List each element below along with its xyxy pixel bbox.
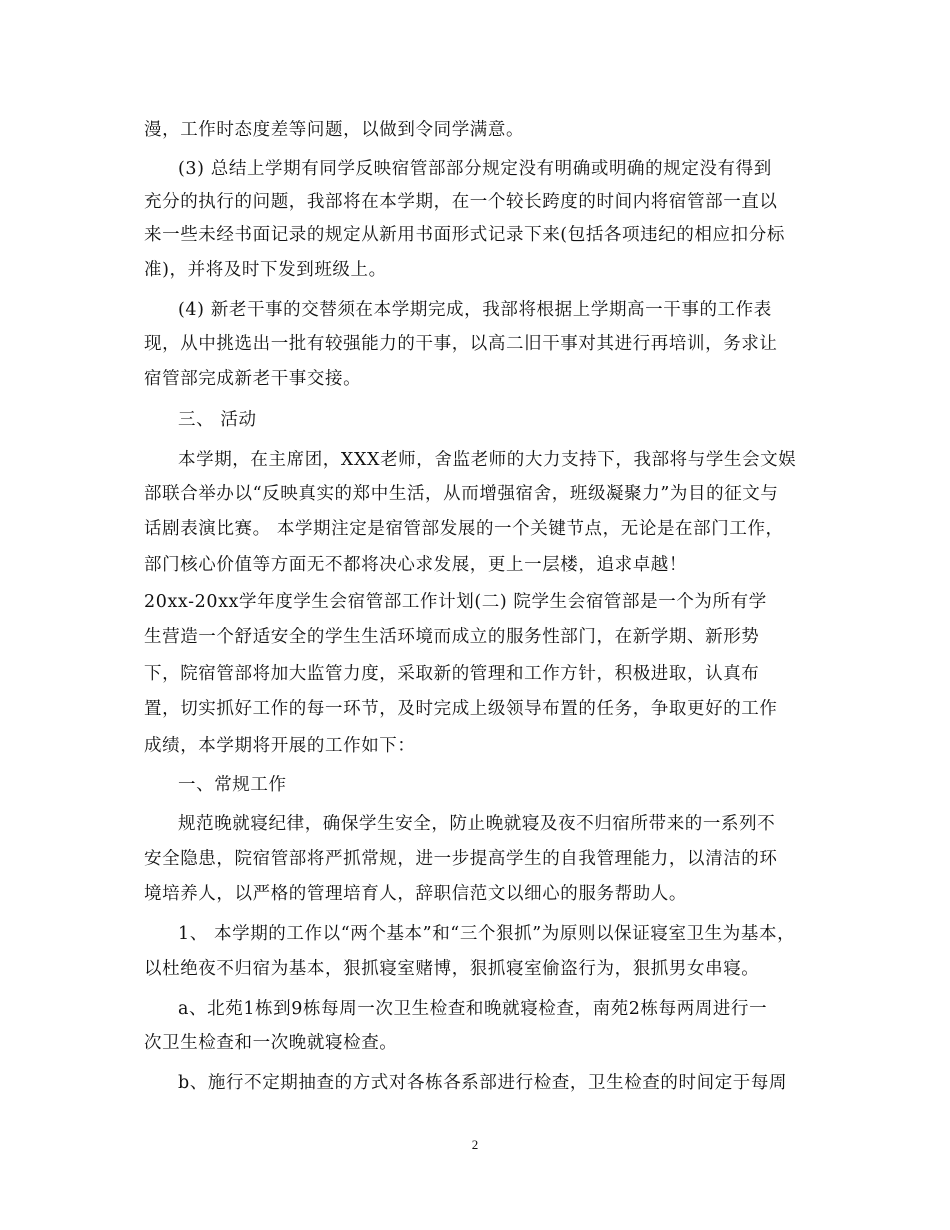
text-line: (4) 新老干事的交替须在本学期完成，我部将根据上学期高一干事的工作表	[178, 300, 772, 320]
text-line: 部联合举办以“反映真实的郑中生活，从而增强宿舍，班级凝聚力”为目的征文与	[144, 484, 779, 504]
page-number: 2	[471, 1137, 479, 1152]
text-line: 20xx-20xx学年度学生会宿管部工作计划(二) 院学生会宿管部是一个为所有学	[144, 592, 767, 612]
text-line: 准)，并将及时下发到班级上。	[144, 260, 387, 280]
text-line: 安全隐患，院宿管部将严抓常规，进一步提高学生的自我管理能力，以清洁的环	[144, 849, 778, 869]
section-heading: 一、常规工作	[178, 775, 287, 795]
text-line: 境培养人，以严格的管理培育人，辞职信范文以细心的服务帮助人。	[144, 884, 687, 904]
text-line: 漫，工作时态度差等问题，以做到令同学满意。	[144, 120, 525, 140]
text-line: 生营造一个舒适安全的学生生活环境而成立的服务性部门，在新学期、新形势	[144, 627, 760, 647]
text-line: 下，院宿管部将加大监管力度，采取新的管理和工作方针，积极进取，认真布	[144, 664, 760, 684]
text-line: 次卫生检查和一次晚就寝检查。	[144, 1033, 398, 1053]
text-line: 来一些未经书面记录的规定从新用书面形式记录下来(包括各项违纪的相应扣分标	[144, 225, 785, 245]
text-line: 规范晚就寝纪律，确保学生安全，防止晚就寝及夜不归宿所带来的一系列不	[178, 814, 776, 834]
text-line: 1、 本学期的工作以“两个基本”和“三个狠抓”为原则以保证寝室卫生为基本，	[178, 924, 796, 944]
text-line: (3) 总结上学期有同学反映宿管部部分规定没有明确或明确的规定没有得到	[178, 159, 772, 179]
text-line: 现，从中挑选出一批有较强能力的干事，以高二旧干事对其进行再培训，务求让	[144, 334, 778, 354]
text-line: a、北苑1栋到9栋每周一次卫生检查和晚就寝检查，南苑2栋每两周进行一	[178, 999, 768, 1019]
text-line: 本学期，在主席团，XXX老师，舍监老师的大力支持下，我部将与学生会文娱	[178, 450, 797, 470]
text-line: 话剧表演比赛。 本学期注定是宿管部发展的一个关键节点，无论是在部门工作，	[144, 519, 784, 539]
text-line: 以杜绝夜不归宿为基本，狠抓寝室赌博，狠抓寝室偷盗行为，狠抓男女串寝。	[144, 959, 760, 979]
text-line: b、施行不定期抽查的方式对各栋各系部进行检查，卫生检查的时间定于每周	[178, 1073, 788, 1093]
section-heading: 三、 活动	[178, 410, 257, 430]
text-line: 成绩，本学期将开展的工作如下：	[144, 736, 416, 756]
text-line: 置，切实抓好工作的每一环节，及时完成上级领导布置的任务，争取更好的工作	[144, 699, 778, 719]
text-line: 充分的执行的问题，我部将在本学期，在一个较长跨度的时间内将宿管部一直以	[144, 192, 778, 212]
text-line: 宿管部完成新老干事交接。	[144, 369, 362, 389]
text-line: 部门核心价值等方面无不都将决心求发展，更上一层楼，追求卓越！	[144, 555, 687, 575]
